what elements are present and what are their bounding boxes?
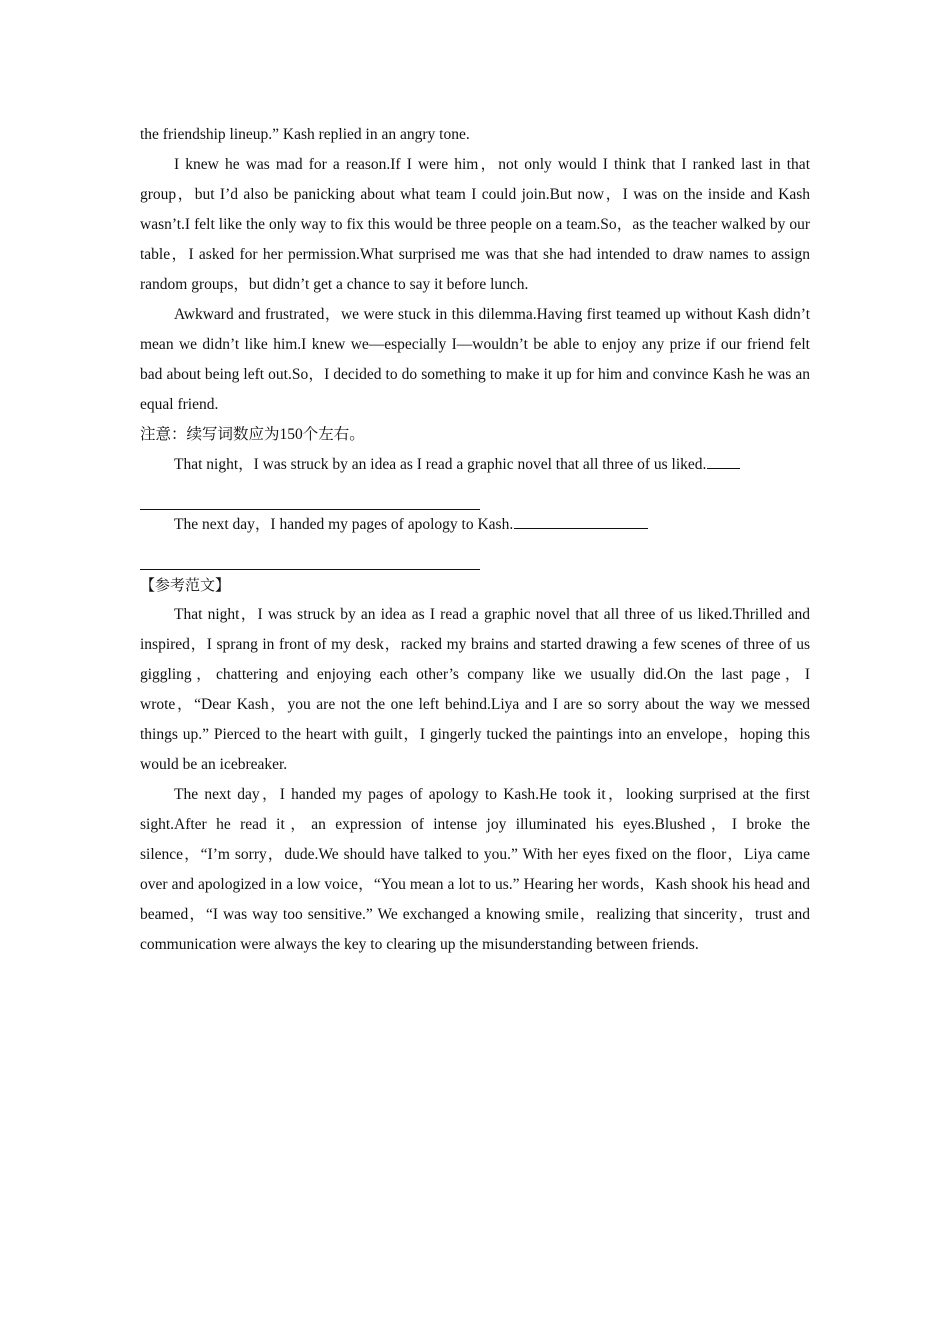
paragraph-continuation: the friendship lineup.” Kash replied in an angry tone. xyxy=(140,126,470,143)
reference-heading: 【参考范文】 xyxy=(140,576,231,594)
paragraph-dilemma: Awkward and frustrated，we were stuck in this dilemma.Having first teamed up without Kash didn’t mean we didn’t like him.I knew we—especially I—wouldn’t be able to enjoy any prize if our friend felt bad about being left out.So，I decided to do something to make it up for him and convince Kash he was an equal friend. xyxy=(140,306,810,413)
word-count-note: 注意：续写词数应为150个左右。 xyxy=(140,426,365,443)
prompt-first-text: That night，I was struck by an idea as I read a graphic novel that all three of us liked. xyxy=(174,456,707,473)
answer-blank-inline[interactable] xyxy=(514,512,648,529)
document-page xyxy=(140,120,810,960)
answer-blank-line[interactable] xyxy=(140,540,480,570)
reference-paragraph-1: That night，I was struck by an idea as I read a graphic novel that all three of us liked.Thrilled and inspired，I sprang in front of my desk，racked my brains and started drawing a few scenes of three of us giggling，chattering and enjoying each other’s company like we usually did.On the last page，I wrote，“Dear Kash，you are not the one left behind.Liya and I are so sorry about the way we messed things up.” Pierced to the heart with guilt，I gingerly tucked the paintings into an envelope，hoping this would be an icebreaker. xyxy=(140,606,810,773)
prompt-first xyxy=(140,450,810,480)
prompt-second xyxy=(140,510,810,540)
reference-paragraph-2: The next day，I handed my pages of apology to Kash.He took it，looking surprised at the first sight.After he read it，an expression of intense joy illuminated his eyes.Blushed，I broke the silence，“I’m sorry，dude.We should have talked to you.” With her eyes fixed on the floor，Liya came over and apologized in a low voice，“You mean a lot to us.” Hearing her words，Kash shook his head and beamed，“I was way too sensitive.” We exchanged a knowing smile，realizing that sincerity，trust and communication were always the key to clearing up the misunderstanding between friends. xyxy=(140,786,810,953)
paragraph-reason: I knew he was mad for a reason.If I were him，not only would I think that I ranked last in that group，but I’d also be panicking about what team I could join.But now，I was on the inside and Kash wasn’t.I felt like the only way to fix this would be three people on a team.So，as the teacher walked by our table，I asked for her permission.What surprised me was that she had intended to draw names to assign random groups，but didn’t get a chance to say it before lunch. xyxy=(140,156,810,293)
answer-blank-inline[interactable] xyxy=(707,452,740,469)
prompt-second-text: The next day，I handed my pages of apology to Kash. xyxy=(174,516,514,533)
answer-blank-line[interactable] xyxy=(140,480,480,510)
